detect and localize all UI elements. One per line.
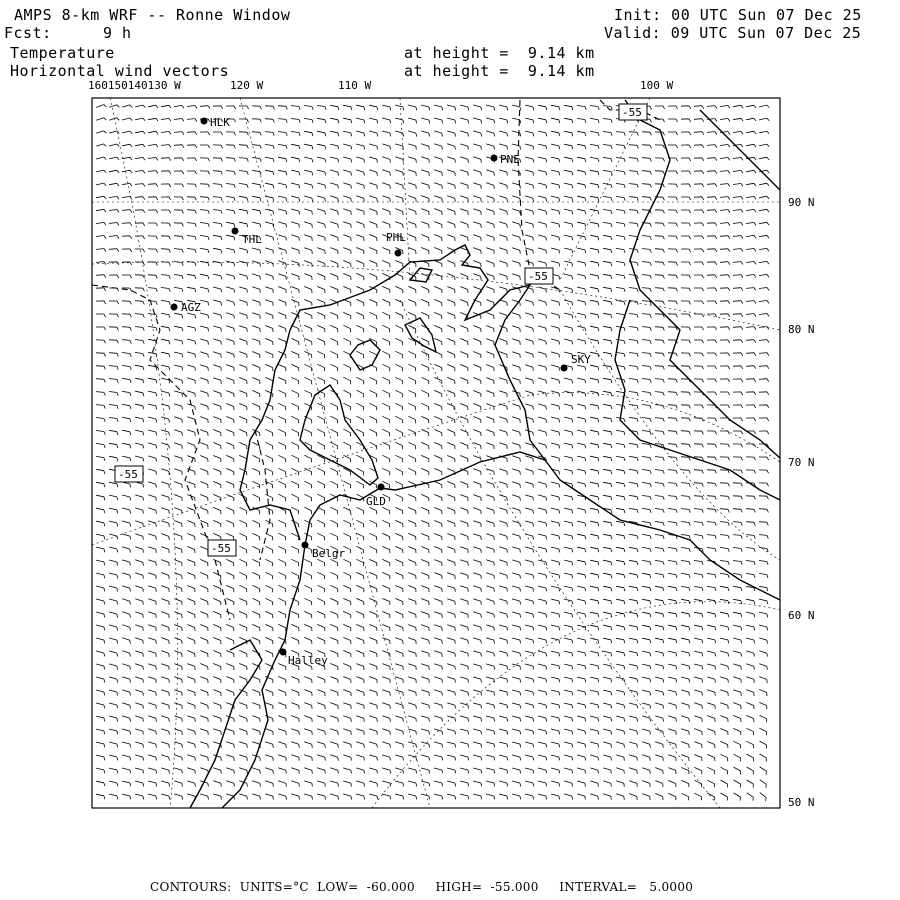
station-label-halley: Halley (288, 654, 328, 667)
station-label-gld: GLD (366, 495, 386, 508)
lat-label: 50 N (788, 796, 815, 809)
height-temperature: at height = 9.14 km (404, 44, 595, 62)
forecast-hours: 9 h (103, 24, 132, 42)
model-title: AMPS 8-km WRF -- Ronne Window (14, 6, 291, 24)
station-label-hlk: HLK (210, 116, 230, 129)
lat-label: 80 N (788, 323, 815, 336)
lon-label: 160150140130 W (88, 79, 181, 92)
contour-label: -55 (211, 542, 231, 555)
station-label-phl: PHL (386, 231, 406, 244)
station-label-pne: PNE (500, 153, 520, 166)
field-temperature: Temperature (10, 44, 115, 62)
height-wind: at height = 9.14 km (404, 62, 595, 80)
field-wind-vectors: Horizontal wind vectors (10, 62, 230, 80)
lon-label: 120 W (230, 79, 264, 92)
contour-label: -55 (118, 468, 138, 481)
lat-label: 70 N (788, 456, 815, 469)
station-label-sky: SKY (571, 353, 591, 366)
station-label-agz: AGZ (181, 301, 201, 314)
station-label-belgr: Belgr (312, 547, 346, 560)
contour-label: -55 (528, 270, 548, 283)
forecast-label: Fcst: (4, 24, 52, 42)
lon-label: 100 W (640, 79, 674, 92)
lon-label: 110 W (338, 79, 372, 92)
contour-label: -55 (622, 106, 642, 119)
lat-label: 90 N (788, 196, 815, 209)
init-time: Init: 00 UTC Sun 07 Dec 25 (614, 6, 862, 24)
valid-time: Valid: 09 UTC Sun 07 Dec 25 (604, 24, 862, 42)
contour-info-footer: CONTOURS: UNITS=°C LOW= -60.000 HIGH= -55.000 INTERVAL= 5.0000 (150, 880, 694, 894)
lat-label: 60 N (788, 609, 815, 622)
station-label-thl: THL (242, 233, 262, 246)
